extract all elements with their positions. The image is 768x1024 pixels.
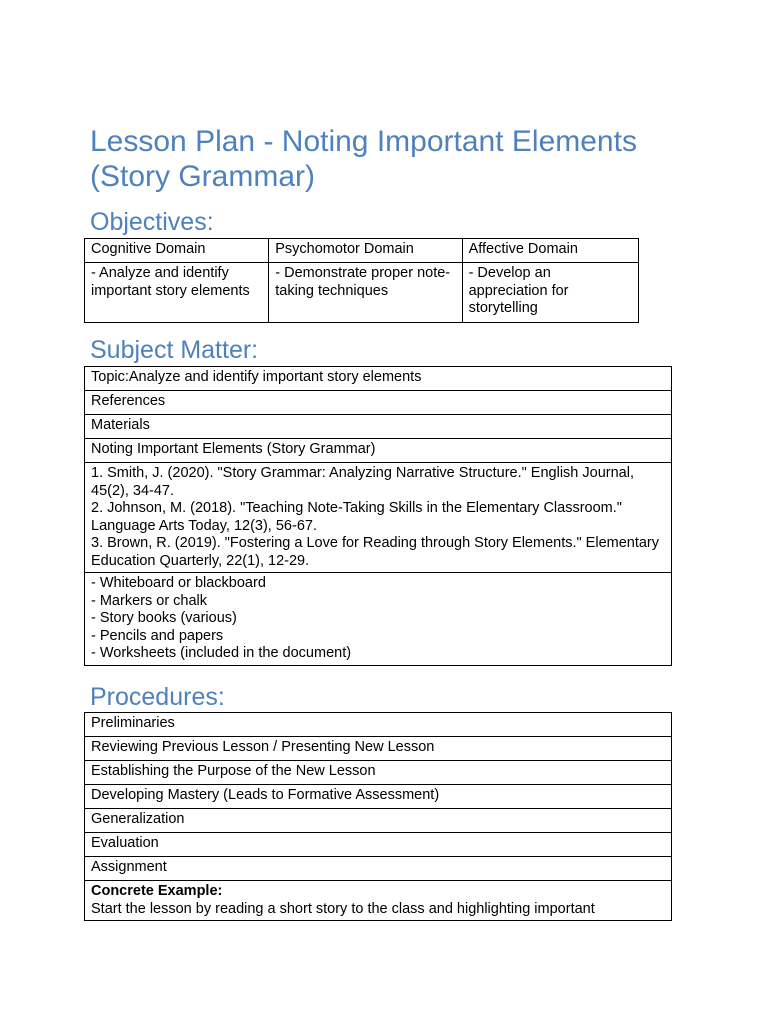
table-row bbox=[85, 809, 672, 833]
table-row bbox=[85, 737, 672, 761]
table-row bbox=[85, 439, 672, 463]
table-row bbox=[85, 785, 672, 809]
preliminaries-cell: Preliminaries bbox=[85, 713, 672, 737]
table-row bbox=[85, 391, 672, 415]
developing-mastery-cell: Developing Mastery (Leads to Formative Assessment) bbox=[85, 785, 672, 809]
table-row bbox=[85, 881, 672, 921]
affective-domain-header: Affective Domain bbox=[462, 239, 638, 263]
materials-cell: Materials bbox=[85, 415, 672, 439]
objectives-table bbox=[84, 238, 639, 323]
purpose-cell: Establishing the Purpose of the New Lesson bbox=[85, 761, 672, 785]
table-row bbox=[85, 761, 672, 785]
table-row bbox=[85, 415, 672, 439]
materials-list-cell: - Whiteboard or blackboard - Markers or chalk - Story books (various) - Pencils and papers - Worksheets (included in the document) bbox=[85, 573, 672, 666]
subject-matter-table bbox=[84, 366, 672, 666]
table-row bbox=[85, 857, 672, 881]
cognitive-objective: - Analyze and identify important story elements bbox=[85, 263, 269, 323]
table-row bbox=[85, 713, 672, 737]
generalization-cell: Generalization bbox=[85, 809, 672, 833]
objectives-heading: Objectives: bbox=[90, 208, 214, 236]
subject-matter-heading: Subject Matter: bbox=[90, 336, 259, 364]
reference-list-cell: 1. Smith, J. (2020). "Story Grammar: Analyzing Narrative Structure." English Journal, 45(2), 34-47. 2. Johnson, M. (2018). "Teaching Note-Taking Skills in the Elementary Classroom." Language Arts Today, 12(3), 56-67. 3. Brown, R. (2019). "Fostering a Love for Reading through Story Elements." Elementary Education Quarterly, 22(1), 12-29. bbox=[85, 463, 672, 573]
objectives-content-row bbox=[85, 263, 639, 323]
concrete-example-text: Start the lesson by reading a short story to the class and highlighting important bbox=[91, 900, 595, 917]
psychomotor-objective: - Demonstrate proper note-taking techniques bbox=[269, 263, 462, 323]
page-title: Lesson Plan - Noting Important Elements (Story Grammar) bbox=[90, 125, 637, 193]
reviewing-lesson-cell: Reviewing Previous Lesson / Presenting New Lesson bbox=[85, 737, 672, 761]
table-row bbox=[85, 833, 672, 857]
procedures-heading: Procedures: bbox=[90, 683, 225, 711]
objectives-header-row bbox=[85, 239, 639, 263]
lesson-title-cell: Noting Important Elements (Story Grammar) bbox=[85, 439, 672, 463]
references-cell: References bbox=[85, 391, 672, 415]
cognitive-domain-header: Cognitive Domain bbox=[85, 239, 269, 263]
evaluation-cell: Evaluation bbox=[85, 833, 672, 857]
concrete-example-cell bbox=[85, 881, 672, 921]
table-row bbox=[85, 367, 672, 391]
psychomotor-domain-header: Psychomotor Domain bbox=[269, 239, 462, 263]
table-row bbox=[85, 463, 672, 573]
affective-objective: - Develop an appreciation for storytelling bbox=[462, 263, 638, 323]
concrete-example-label: Concrete Example: bbox=[91, 883, 223, 899]
assignment-cell: Assignment bbox=[85, 857, 672, 881]
table-row bbox=[85, 573, 672, 666]
procedures-table bbox=[84, 712, 672, 921]
topic-cell: Topic:Analyze and identify important story elements bbox=[85, 367, 672, 391]
